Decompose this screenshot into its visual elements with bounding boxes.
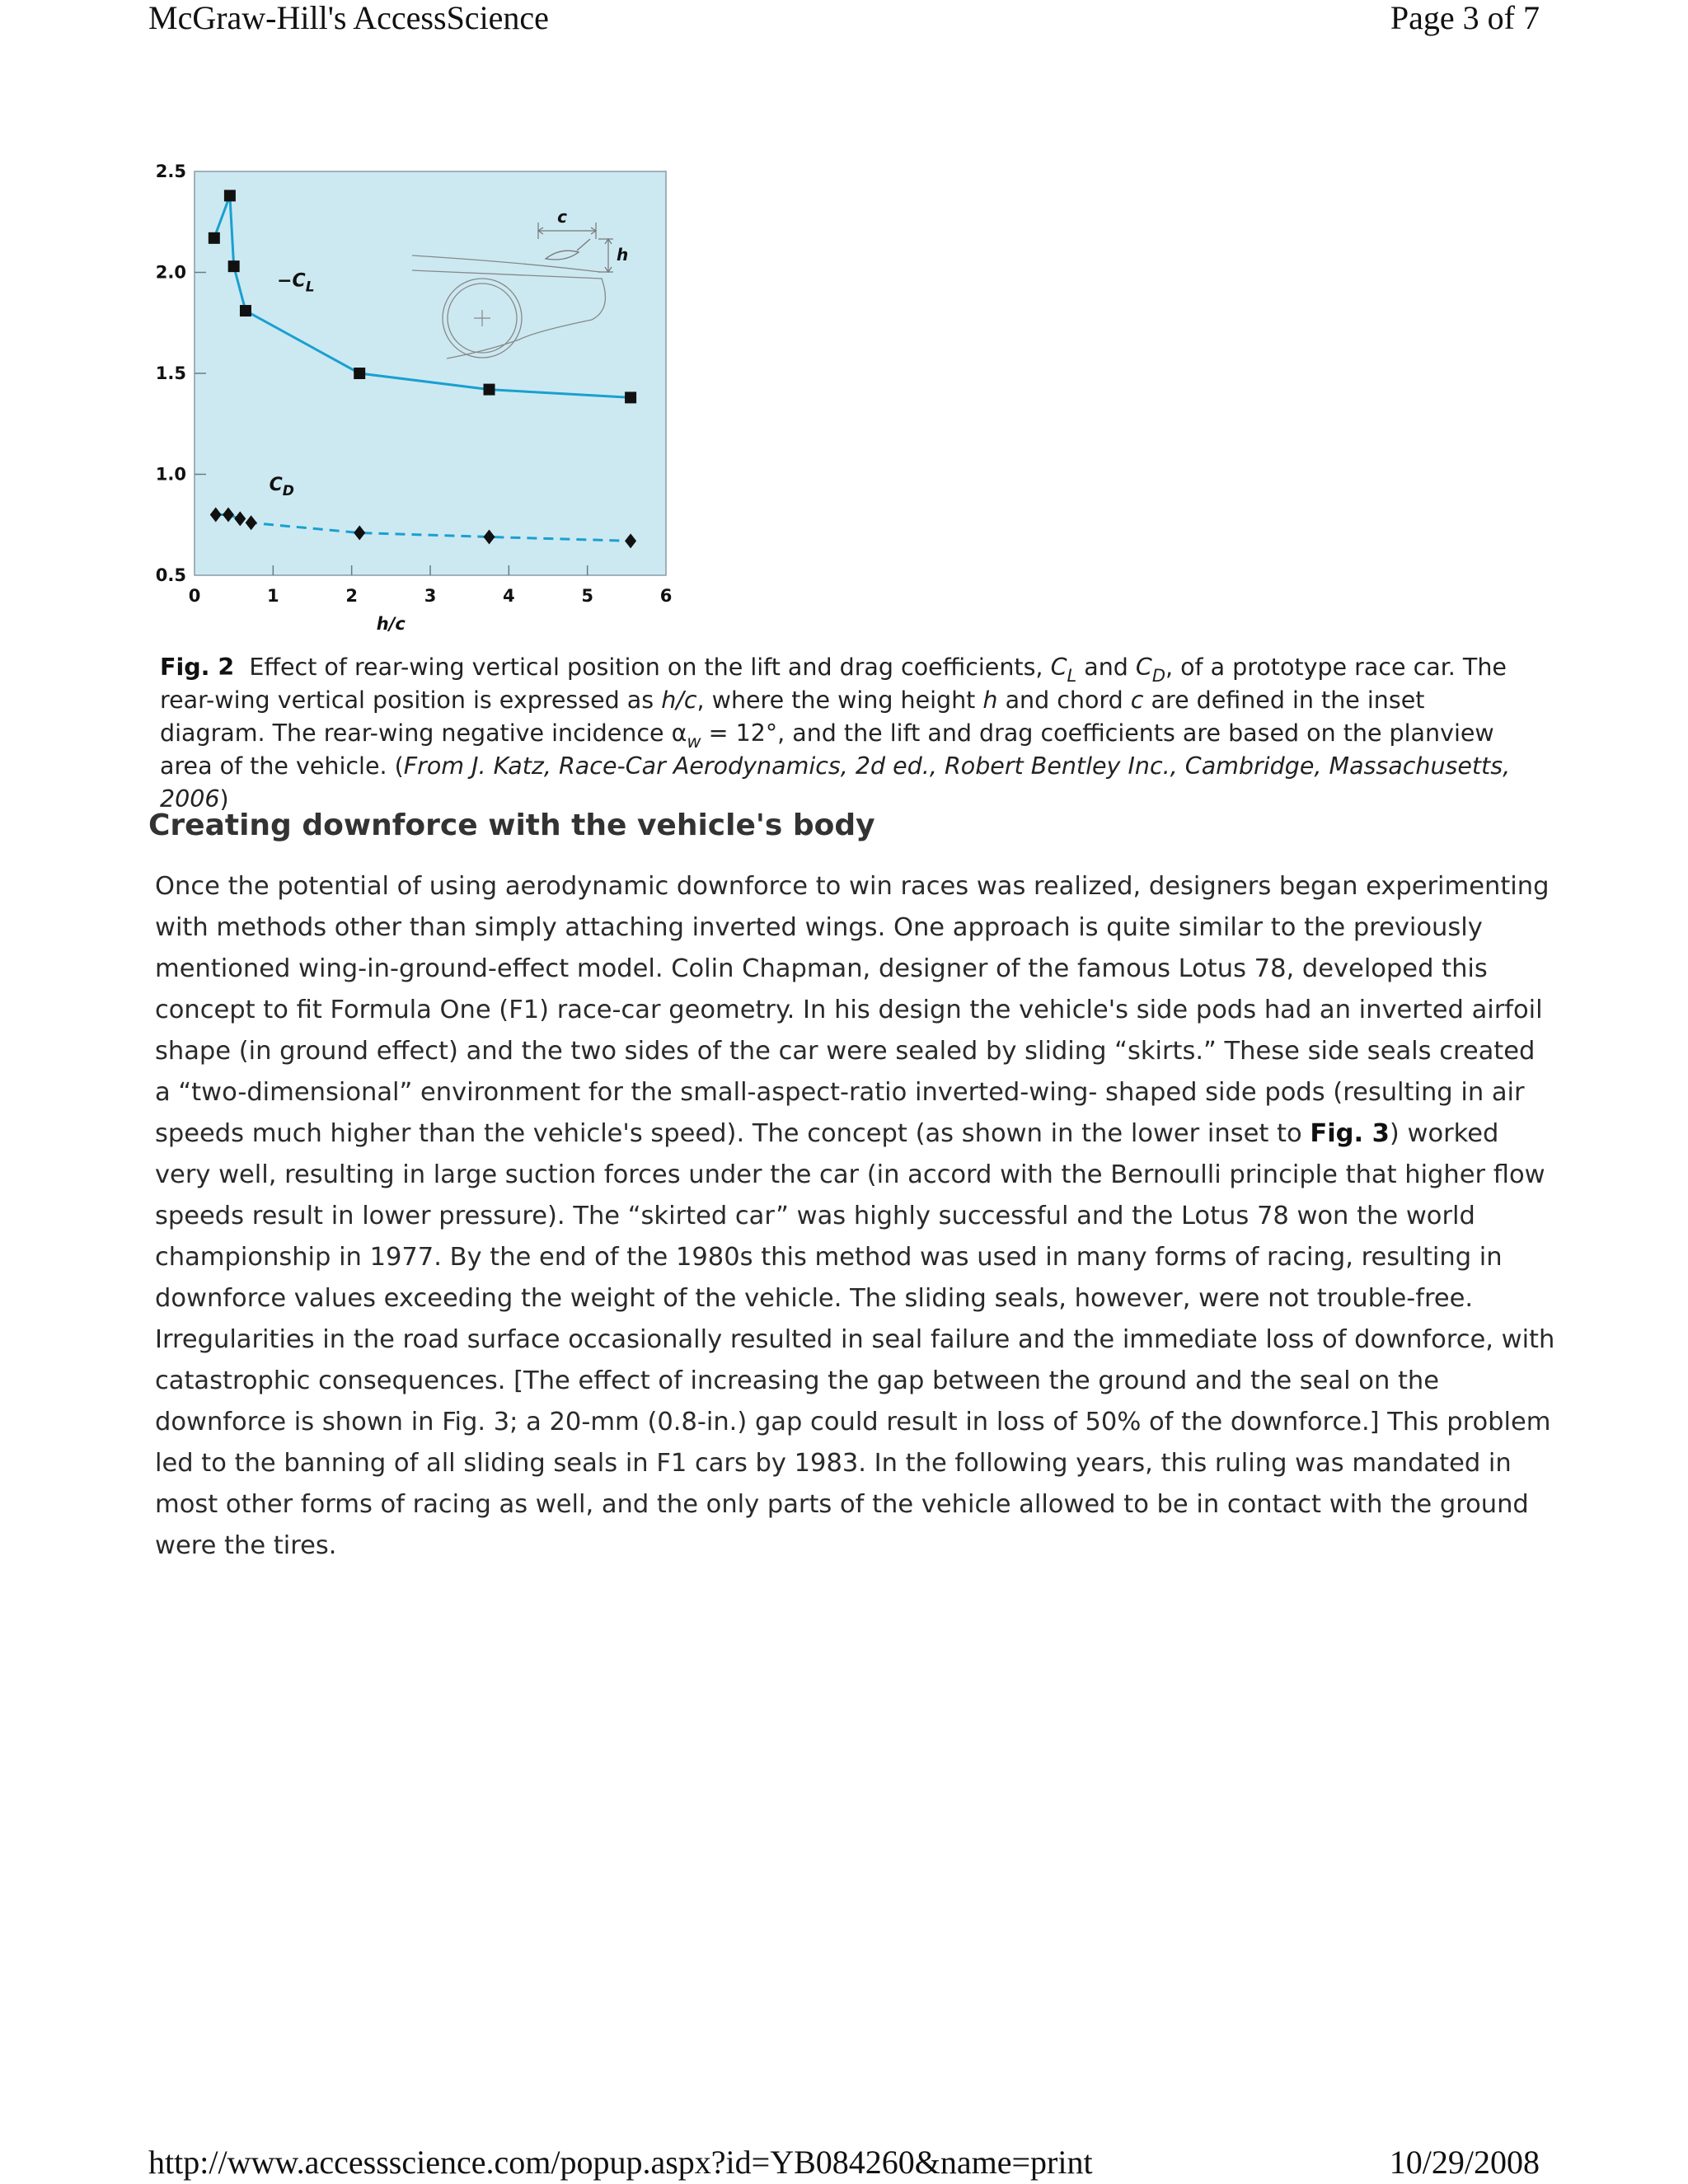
body-paragraph bbox=[155, 866, 1556, 1567]
data-point-square bbox=[354, 368, 365, 379]
data-point-square bbox=[228, 260, 240, 272]
caption-alpha-sub: w bbox=[687, 732, 701, 752]
figure-2-chart bbox=[140, 157, 701, 651]
page-header-title: McGraw-Hill's AccessScience bbox=[148, 0, 549, 36]
caption-text: ) bbox=[219, 785, 229, 813]
data-point-square bbox=[484, 384, 495, 396]
x-tick-label: 1 bbox=[267, 586, 279, 606]
x-tick-label: 2 bbox=[345, 586, 358, 606]
series-label-l: $-C_L$ bbox=[277, 270, 315, 296]
x-tick-label: 4 bbox=[503, 586, 515, 606]
data-point-square bbox=[209, 232, 220, 244]
page-number: Page 3 of 7 bbox=[1390, 0, 1540, 36]
figure-caption bbox=[160, 651, 1536, 816]
x-tick-label: 5 bbox=[581, 586, 593, 606]
caption-text: = 12°, and the lift and drag coefficients are based on the planview area of the vehicle. ( bbox=[160, 719, 1494, 780]
caption-text: , where the wing height bbox=[696, 687, 976, 714]
y-tick-label: 1.0 bbox=[155, 464, 186, 485]
lift-drag-chart bbox=[140, 157, 701, 651]
data-point-square bbox=[625, 391, 636, 403]
y-tick-label: 2.0 bbox=[155, 262, 186, 283]
y-tick-label: 1.5 bbox=[155, 363, 186, 383]
y-tick-label: 0.5 bbox=[155, 565, 186, 585]
paragraph-text: ) worked very well, resulting in large suction forces under the car (in accord with the Bernoulli principle that higher flow speeds result in lower pressure). The “skirted car” was highly successful and the Lotus 78 won the world championship in 1977. By the end of the 1980s this method was used in many forms of racing, resulting in downforce values exceeding the weight of the vehicle. The sliding seals, however, were not trouble-free. Irregularities in the road surface occasionally resulted in seal failure and the immediate loss of downforce, with catastrophic consequences. [The effect of increasing the gap between the ground and the seal on the downforce is shown in Fig. 3; a 20-mm (0.8-in.) gap could result in loss of 50% of the downforce.] This problem led to the banning of all sliding seals in F1 cars by 1983. In the following years, this ruling was mandated in most other forms of racing as well, and the only parts of the vehicle allowed to be in contact with the ground were the tires. bbox=[155, 1119, 1555, 1560]
caption-h: h bbox=[982, 687, 998, 714]
caption-cd: C bbox=[1135, 654, 1152, 681]
inset-label-c: c bbox=[557, 207, 567, 227]
page-url: http://www.accessscience.com/popup.aspx?id=YB084260&name=print bbox=[148, 2144, 1093, 2181]
caption-label: Fig. 2 bbox=[160, 654, 235, 681]
plot-area bbox=[195, 171, 666, 575]
caption-cd-sub: D bbox=[1151, 666, 1165, 686]
caption-text: are defined in the inset diagram. The rear-wing negative incidence α bbox=[160, 687, 1425, 747]
x-tick-label: 0 bbox=[188, 586, 201, 606]
section-heading: Creating downforce with the vehicle's body bbox=[148, 808, 875, 842]
caption-text: and bbox=[1084, 654, 1128, 681]
print-date: 10/29/2008 bbox=[1389, 2144, 1540, 2181]
data-point-square bbox=[224, 190, 236, 201]
caption-source: From J. Katz, Race-Car Aerodynamics, 2d ed., Robert Bentley Inc., Cambridge, Massachusetts, 2006 bbox=[160, 752, 1511, 813]
inset-label-h: h bbox=[617, 245, 629, 265]
y-tick-label: 2.5 bbox=[155, 162, 186, 181]
x-tick-label: 6 bbox=[659, 586, 673, 606]
caption-text: and chord bbox=[1005, 687, 1123, 714]
caption-hc: h/c bbox=[661, 687, 697, 714]
x-tick-label: 3 bbox=[424, 586, 437, 606]
data-point-square bbox=[240, 305, 251, 316]
caption-cl-sub: L bbox=[1067, 666, 1077, 686]
series-label-d: $C_D$ bbox=[269, 475, 294, 500]
paragraph-text: Once the potential of using aerodynamic downforce to win races was realized, designers began experimenting with methods other than simply attaching inverted wings. One approach is quite similar to the previously mentioned wing-in-ground-effect model. Colin Chapman, designer of the famous Lotus 78, developed this concept to fit Formula One (F1) race-car geometry. In his design the vehicle's side pods had an inverted airfoil shape (in ground effect) and the two sides of the car were sealed by sliding “skirts.” These side seals created a “two-dimensional” environment for the small-aspect-ratio inverted-wing- shaped side pods (resulting in air speeds much higher than the vehicle's speed). The concept (as shown in the lower inset to bbox=[155, 872, 1550, 1148]
fig-3-reference: Fig. 3 bbox=[1310, 1119, 1390, 1148]
caption-c: c bbox=[1130, 687, 1144, 714]
caption-cl: C bbox=[1050, 654, 1067, 681]
x-axis-label: h/c bbox=[376, 614, 406, 634]
caption-text: Effect of rear-wing vertical position on the lift and drag coefficients, bbox=[249, 654, 1043, 681]
caption-text: , of a prototype race car. The rear-wing vertical position is expressed as bbox=[160, 654, 1507, 714]
